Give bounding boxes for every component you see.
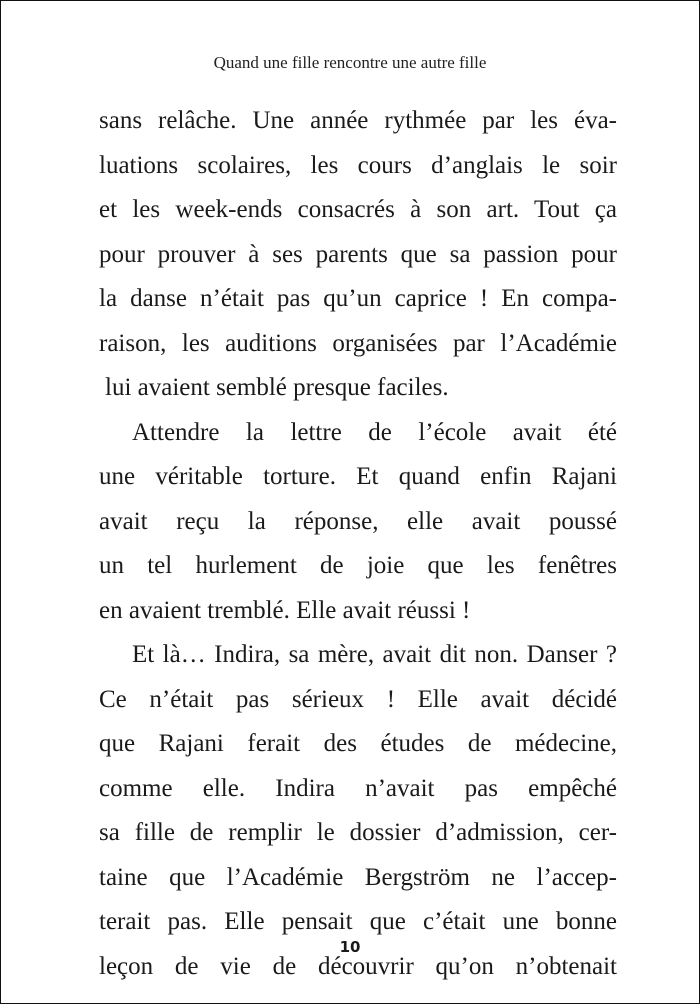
text-line: luations scolaires, les cours d’anglais le soir bbox=[99, 151, 617, 179]
page-number: 10 bbox=[339, 938, 361, 956]
text-line: sa fille de remplir le dossier d’admission, cer- bbox=[99, 819, 617, 846]
body-text bbox=[99, 99, 617, 989]
text-line: et les week-ends consacrés à son art. Tout ça bbox=[99, 196, 617, 223]
text-line: leçon de vie de découvrir qu’on n’obtenait bbox=[99, 952, 617, 980]
paragraph-first-line: Et là… Indira, sa mère, avait dit non. Danser ? bbox=[132, 641, 617, 668]
text-line: taine que l’Académie Bergström ne l’accep- bbox=[99, 863, 617, 891]
text-line: terait pas. Elle pensait que c’était une bonne bbox=[99, 908, 617, 935]
text-line: en avaient tremblé. Elle avait réussi ! bbox=[99, 596, 471, 624]
text-line: la danse n’était pas qu’un caprice ! En compa- bbox=[99, 285, 617, 312]
running-head: Quand une fille rencontre une autre fille bbox=[213, 53, 487, 72]
text-line: une véritable torture. Et quand enfin Rajani bbox=[99, 463, 617, 490]
text-line: pour prouver à ses parents que sa passion pour bbox=[99, 240, 617, 268]
text-line: que Rajani ferait des études de médecine, bbox=[99, 730, 617, 757]
paragraph-first-line: Attendre la lettre de l’école avait été bbox=[132, 418, 617, 446]
text-line: avait reçu la réponse, elle avait poussé bbox=[99, 507, 617, 535]
text-line: Ce n’était pas sérieux ! Elle avait décidé bbox=[99, 685, 617, 713]
text-line: comme elle. Indira n’avait pas empêché bbox=[99, 774, 617, 802]
text-line: lui avaient semblé presque faciles. bbox=[105, 374, 449, 401]
text-line: un tel hurlement de joie que les fenêtres bbox=[99, 552, 617, 579]
text-line: sans relâche. Une année rythmée par les éva- bbox=[99, 107, 617, 134]
text-line: raison, les auditions organisées par l’Académie bbox=[99, 329, 617, 357]
